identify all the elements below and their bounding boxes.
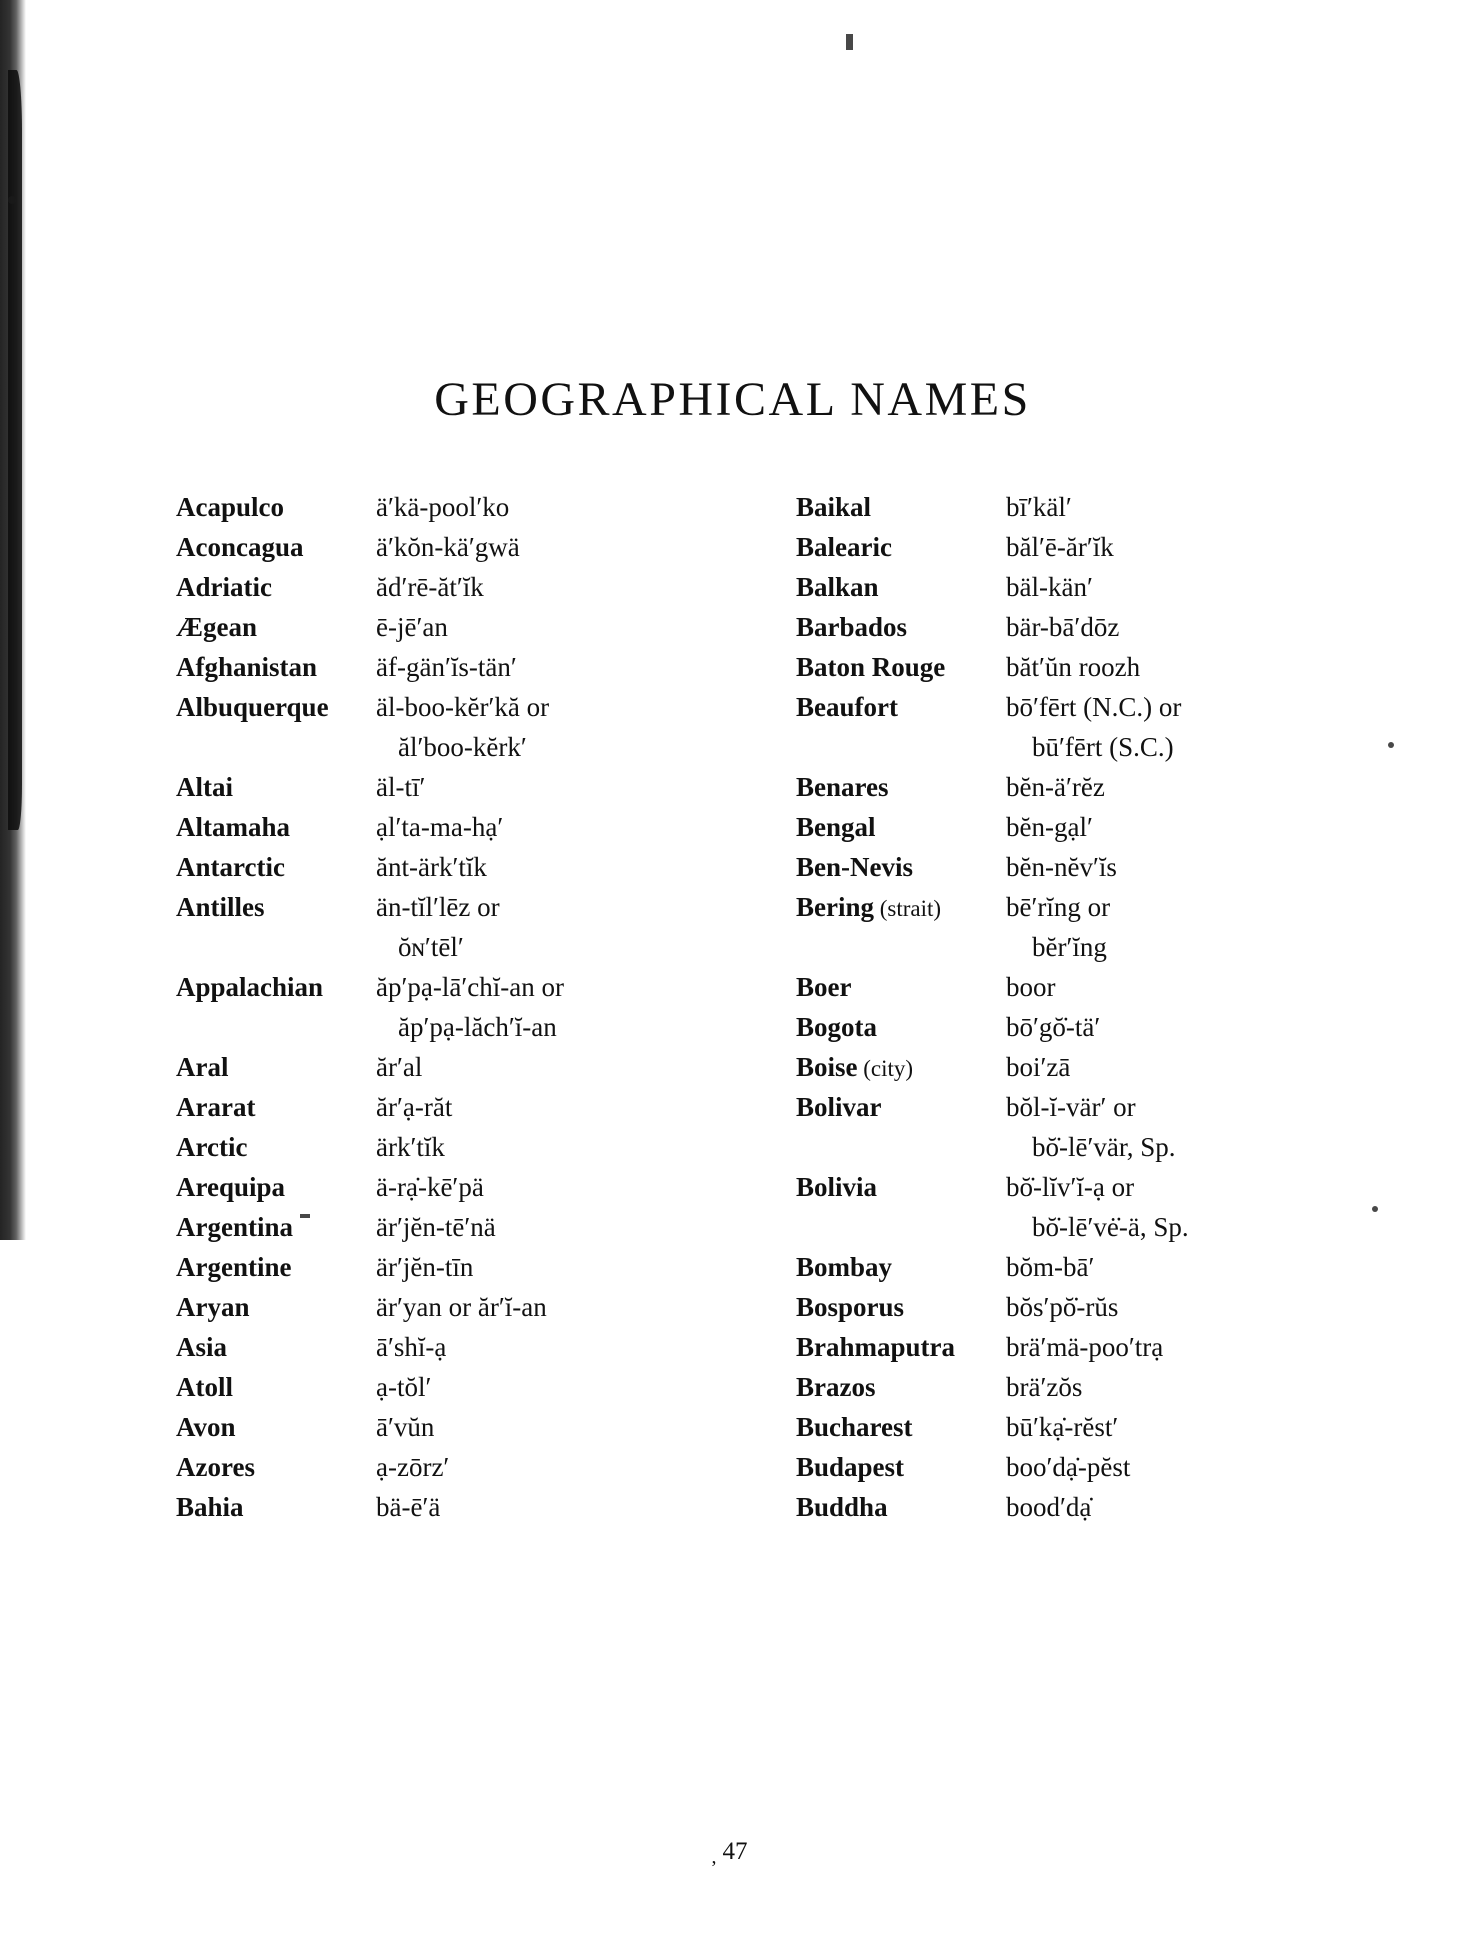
entry-headword: Altamaha	[176, 812, 290, 842]
entry-line	[176, 1132, 736, 1172]
entry-headword: Bosporus	[796, 1292, 905, 1322]
entry-headword: Aryan	[176, 1292, 250, 1322]
dictionary-entry	[796, 1452, 1316, 1492]
entry-headword: Buddha	[796, 1492, 888, 1522]
entry-pronunciation-alt: bĕrʹĭng	[1032, 932, 1107, 962]
entry-headword: Balearic	[796, 532, 892, 562]
entry-headword: Albuquerque	[176, 692, 329, 722]
entry-line	[176, 1372, 736, 1412]
entry-pronunciation: bŏl-ĭ-värʹ or	[1006, 1092, 1136, 1122]
entry-headword: Bolivar	[796, 1092, 882, 1122]
entry-pronunciation-alt: būʹfērt (S.C.)	[1032, 732, 1174, 762]
entry-line	[796, 1492, 1316, 1532]
dictionary-entry	[796, 852, 1316, 892]
entry-line	[176, 1452, 736, 1492]
entry-headword: Aconcagua	[176, 532, 304, 562]
entry-pronunciation: ărʹạ-răt	[376, 1092, 453, 1122]
dictionary-entry	[176, 1492, 736, 1532]
dictionary-entry	[796, 1292, 1316, 1332]
entry-line	[796, 1092, 1316, 1132]
entry-pronunciation: āʹshĭ-ạ	[376, 1332, 447, 1362]
entry-pronunciation-alt: bŏ̇-lēʹvär, Sp.	[1032, 1132, 1176, 1162]
entry-line	[796, 1252, 1316, 1292]
scan-edge-artifact-inner	[8, 70, 22, 830]
entry-line	[796, 1332, 1316, 1372]
entry-pronunciation: ärʹyan or ărʹĭ-an	[376, 1292, 547, 1322]
dictionary-entry	[796, 892, 1316, 972]
entry-pronunciation: bīʹkälʹ	[1006, 492, 1072, 522]
dictionary-entry	[176, 1132, 736, 1172]
entry-line	[176, 1092, 736, 1132]
entry-pronunciation: äʹkä-poolʹko	[376, 492, 510, 522]
entry-pronunciation: bōʹfērt (N.C.) or	[1006, 692, 1182, 722]
entry-line	[796, 772, 1316, 812]
entry-line	[176, 652, 736, 692]
dictionary-entry	[176, 1052, 736, 1092]
entry-pronunciation: bĕn-gạlʹ	[1006, 812, 1093, 842]
entry-pronunciation: āʹvŭn	[376, 1412, 435, 1442]
page-number	[0, 1838, 1465, 1866]
entry-line	[176, 1292, 736, 1332]
entry-pronunciation: bräʹzŏs	[1006, 1372, 1083, 1402]
dictionary-entry	[796, 1172, 1316, 1252]
entry-line	[796, 972, 1316, 1012]
entry-line	[176, 1212, 736, 1252]
entry-line	[176, 1252, 736, 1292]
entry-continuation-line	[176, 1012, 736, 1052]
entry-pronunciation: boor	[1006, 972, 1056, 1002]
dictionary-entry	[796, 1492, 1316, 1532]
dictionary-entry	[176, 532, 736, 572]
dictionary-entry	[796, 532, 1316, 572]
entry-pronunciation: ä-rạ̇-kēʹpä	[376, 1172, 484, 1202]
entry-pronunciation: ăpʹpạ-lāʹchĭ-an or	[376, 972, 564, 1002]
entry-pronunciation: äl-tīʹ	[376, 772, 426, 802]
dictionary-entry	[176, 1412, 736, 1452]
dictionary-entry	[796, 1372, 1316, 1412]
entry-pronunciation: bŏm-bāʹ	[1006, 1252, 1095, 1282]
entry-pronunciation-alt: bŏ̇-lēʹvė̇-ä, Sp.	[1032, 1212, 1189, 1242]
entry-line	[796, 1012, 1316, 1052]
entry-pronunciation: ădʹrē-ătʹĭk	[376, 572, 484, 602]
entry-pronunciation: äʹkŏn-käʹgwä	[376, 532, 520, 562]
entry-headword: Budapest	[796, 1452, 905, 1482]
dictionary-entry	[796, 572, 1316, 612]
entry-line	[796, 1452, 1316, 1492]
entry-line	[796, 1052, 1316, 1092]
entry-continuation-line	[176, 732, 736, 772]
dictionary-entry	[176, 1092, 736, 1132]
dictionary-entry	[796, 972, 1316, 1012]
entry-pronunciation: äl-boo-kĕrʹkă or	[376, 692, 550, 722]
entry-pronunciation-alt: ălʹboo-kĕrkʹ	[398, 732, 527, 762]
entry-pronunciation: bĕn-äʹrĕz	[1006, 772, 1105, 802]
entry-headword: Bering (strait)	[796, 892, 942, 922]
entry-continuation-line	[796, 1132, 1316, 1172]
scan-speck	[1372, 1206, 1378, 1212]
dictionary-entry	[176, 1252, 736, 1292]
entry-pronunciation: bär-bāʹdōz	[1006, 612, 1120, 642]
entry-headword: Barbados	[796, 612, 908, 642]
entry-line	[796, 652, 1316, 692]
entry-qualifier: (strait)	[874, 896, 942, 921]
dictionary-entry	[176, 692, 736, 772]
entry-continuation-line	[796, 732, 1316, 772]
entry-qualifier: (city)	[857, 1056, 914, 1081]
entry-headword: Baikal	[796, 492, 872, 522]
entry-pronunciation: bēʹrĭng or	[1006, 892, 1111, 922]
entry-pronunciation: än-tĭlʹlēz or	[376, 892, 500, 922]
entry-line	[796, 812, 1316, 852]
entry-pronunciation: bălʹē-ărʹĭk	[1006, 532, 1114, 562]
entry-headword: Ararat	[176, 1092, 256, 1122]
entry-headword: Bengal	[796, 812, 876, 842]
entry-pronunciation-alt: ŏɴʹtēlʹ	[398, 932, 464, 962]
entry-headword: Boer	[796, 972, 852, 1002]
entry-headword: Arequipa	[176, 1172, 286, 1202]
entry-headword: Afghanistan	[176, 652, 318, 682]
dictionary-entry	[796, 612, 1316, 652]
entry-headword: Benares	[796, 772, 889, 802]
entry-line	[796, 532, 1316, 572]
dictionary-entry	[796, 1412, 1316, 1452]
entry-headword: Acapulco	[176, 492, 284, 522]
entry-pronunciation: būʹkạ̇-rĕstʹ	[1006, 1412, 1119, 1442]
entry-pronunciation: bä-ēʹä	[376, 1492, 441, 1522]
entry-headword: Ægean	[176, 612, 257, 642]
entry-pronunciation-alt: ăpʹpạ-lăchʹĭ-an	[398, 1012, 557, 1042]
entry-pronunciation: ē-jēʹan	[376, 612, 448, 642]
entry-headword: Bombay	[796, 1252, 893, 1282]
dictionary-entry	[176, 1372, 736, 1412]
entry-pronunciation: ärkʹtĭk	[376, 1132, 445, 1162]
dictionary-entry	[796, 1332, 1316, 1372]
entry-line	[176, 532, 736, 572]
entry-pronunciation: ärʹjĕn-tīn	[376, 1252, 474, 1282]
dictionary-entry	[176, 1172, 736, 1212]
entry-headword: Antilles	[176, 892, 265, 922]
entry-pronunciation: ạ-zōrzʹ	[376, 1452, 450, 1482]
entry-line	[176, 612, 736, 652]
dictionary-entry	[176, 1332, 736, 1372]
entry-line	[176, 692, 736, 732]
entry-headword: Ben-Nevis	[796, 852, 913, 882]
entry-pronunciation: bătʹŭn roozh	[1006, 652, 1141, 682]
page-number-value: 47	[722, 1838, 748, 1865]
entry-line	[176, 972, 736, 1012]
dictionary-entry	[176, 892, 736, 972]
entry-line	[176, 1412, 736, 1452]
entry-line	[796, 1412, 1316, 1452]
dictionary-entry	[796, 652, 1316, 692]
dictionary-entry	[176, 852, 736, 892]
entry-pronunciation: äf-gänʹĭs-tänʹ	[376, 652, 517, 682]
entry-headword: Boise (city)	[796, 1052, 914, 1082]
dictionary-entry	[176, 492, 736, 532]
entry-headword: Bolivia	[796, 1172, 878, 1202]
entry-line	[176, 492, 736, 532]
entry-continuation-line	[796, 932, 1316, 972]
entry-line	[176, 892, 736, 932]
entry-pronunciation: ärʹjĕn-tēʹnä	[376, 1212, 496, 1242]
scan-speck	[8, 196, 16, 204]
entry-headword: Arctic	[176, 1132, 248, 1162]
entry-headword: Brahmaputra	[796, 1332, 956, 1362]
dictionary-entry	[796, 692, 1316, 772]
page-title	[0, 372, 1465, 427]
dictionary-entry	[176, 772, 736, 812]
entry-headword: Bogota	[796, 1012, 877, 1042]
dictionary-entry	[176, 972, 736, 1052]
entry-line	[176, 1172, 736, 1212]
entry-pronunciation: ărʹal	[376, 1052, 423, 1082]
entry-pronunciation: ạlʹta-ma-hạʹ	[376, 812, 504, 842]
dictionary-entry	[796, 772, 1316, 812]
entry-headword: Atoll	[176, 1372, 233, 1402]
column-left	[176, 492, 736, 1532]
dictionary-entry	[796, 812, 1316, 852]
entry-line	[176, 772, 736, 812]
entry-line	[796, 572, 1316, 612]
entry-pronunciation: bĕn-nĕvʹĭs	[1006, 852, 1117, 882]
entry-pronunciation: ănt-ärkʹtĭk	[376, 852, 487, 882]
entry-headword: Balkan	[796, 572, 879, 602]
dictionary-entry	[796, 1052, 1316, 1092]
entry-line	[796, 1292, 1316, 1332]
entry-line	[796, 1372, 1316, 1412]
entry-line	[796, 692, 1316, 732]
dictionary-entry	[796, 492, 1316, 532]
entry-pronunciation: bōʹgŏ̇-täʹ	[1006, 1012, 1101, 1042]
entry-headword: Avon	[176, 1412, 236, 1442]
entry-pronunciation: bŏsʹpŏ̇-rŭs	[1006, 1292, 1119, 1322]
entry-pronunciation: boodʹdạ̇	[1006, 1492, 1092, 1522]
dictionary-entry	[176, 572, 736, 612]
entry-line	[176, 1332, 736, 1372]
dictionary-entry	[176, 812, 736, 852]
entry-headword: Bahia	[176, 1492, 244, 1522]
entry-headword: Azores	[176, 1452, 255, 1482]
dictionary-entry	[796, 1012, 1316, 1052]
dictionary-entry	[176, 1452, 736, 1492]
dictionary-entry	[176, 612, 736, 652]
entry-continuation-line	[796, 1212, 1316, 1252]
entry-headword: Appalachian	[176, 972, 324, 1002]
entry-headword: Brazos	[796, 1372, 876, 1402]
entry-line	[176, 572, 736, 612]
entry-line	[796, 852, 1316, 892]
entry-pronunciation: bŏ̇-lĭvʹĭ-ạ or	[1006, 1172, 1135, 1202]
entry-line	[176, 852, 736, 892]
entry-headword: Beaufort	[796, 692, 898, 722]
entry-line	[176, 1052, 736, 1092]
entry-pronunciation: ạ-tŏlʹ	[376, 1372, 432, 1402]
entry-headword: Altai	[176, 772, 233, 802]
entry-headword: Argentine	[176, 1252, 292, 1282]
entry-pronunciation: bäl-känʹ	[1006, 572, 1093, 602]
entry-line	[796, 892, 1316, 932]
entry-line	[176, 1492, 736, 1532]
entry-headword: Antarctic	[176, 852, 285, 882]
dictionary-entry	[176, 1212, 736, 1252]
dictionary-entry	[176, 1292, 736, 1332]
dictionary-entry	[796, 1252, 1316, 1292]
column-right	[796, 492, 1316, 1532]
dictionary-entry	[176, 652, 736, 692]
entry-headword: Adriatic	[176, 572, 272, 602]
entry-line	[796, 1172, 1316, 1212]
scan-speck	[846, 34, 853, 50]
entry-line	[796, 612, 1316, 652]
scan-speck	[1388, 742, 1394, 748]
entry-headword: Aral	[176, 1052, 229, 1082]
page-title-text: GEOGRAPHICAL NAMES	[434, 373, 1031, 427]
entry-line	[176, 812, 736, 852]
entry-line	[796, 492, 1316, 532]
entry-pronunciation: boiʹzā	[1006, 1052, 1071, 1082]
entry-pronunciation: booʹdạ̇-pĕst	[1006, 1452, 1131, 1482]
entry-headword: Asia	[176, 1332, 228, 1362]
entry-headword: Bucharest	[796, 1412, 913, 1442]
entry-pronunciation: bräʹmä-pooʹtrạ	[1006, 1332, 1164, 1362]
dictionary-entry	[796, 1092, 1316, 1172]
entry-headword: Argentina	[176, 1212, 293, 1242]
page-number-tick: ,	[711, 1846, 717, 1868]
entry-headword: Baton Rouge	[796, 652, 946, 682]
entry-continuation-line	[176, 932, 736, 972]
